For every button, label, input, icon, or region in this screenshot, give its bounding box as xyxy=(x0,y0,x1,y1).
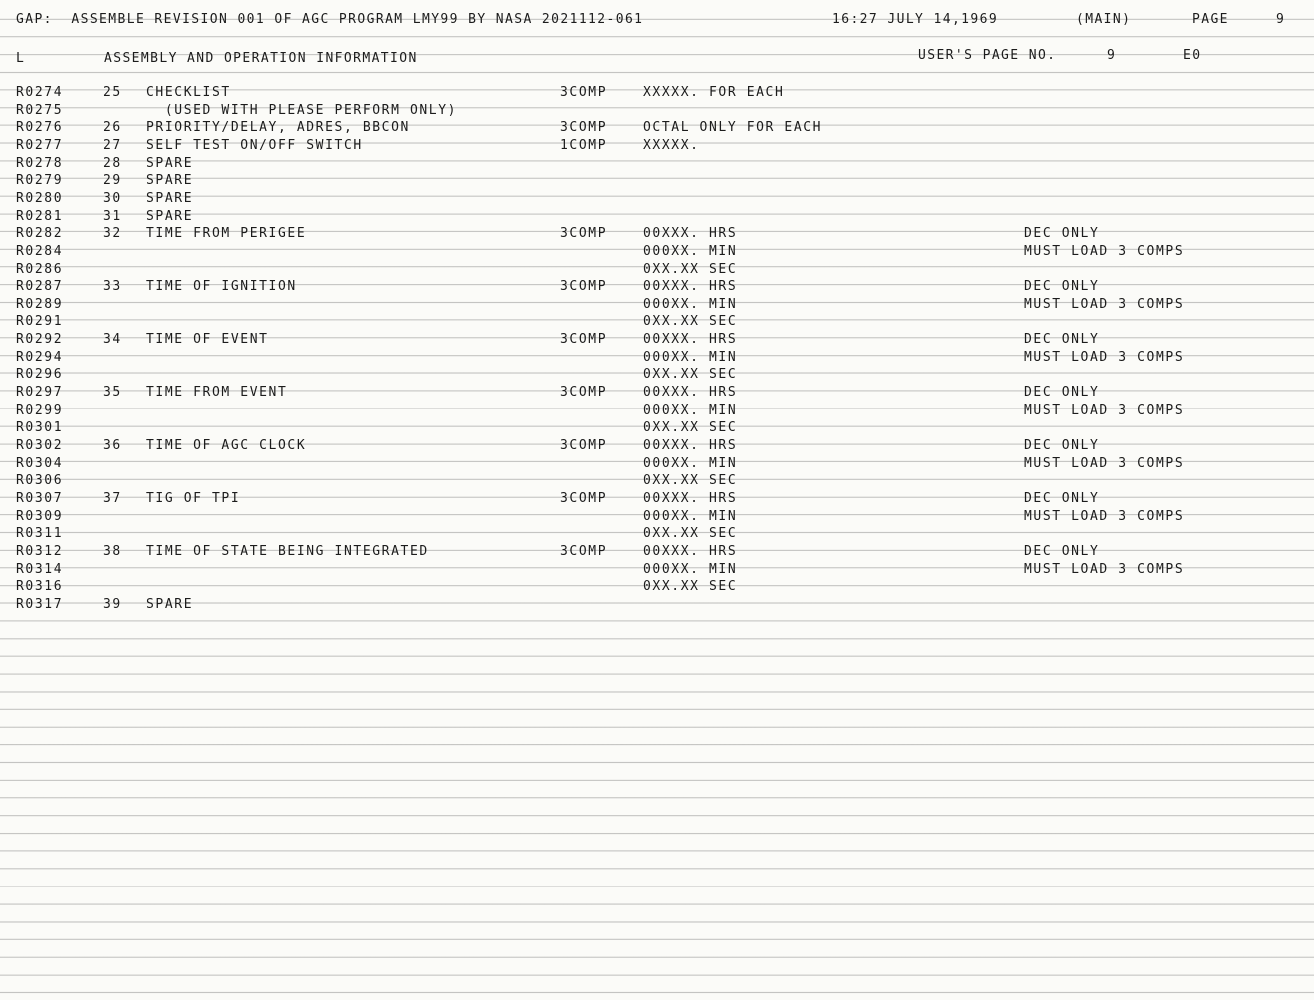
left-marker: L xyxy=(16,51,26,66)
record-number: R0275 xyxy=(16,102,64,118)
record-number: R0299 xyxy=(16,402,64,418)
component-count: 3COMP xyxy=(560,490,608,506)
record-number: R0304 xyxy=(16,455,64,471)
component-count: 3COMP xyxy=(560,120,608,136)
noun-description: SPARE xyxy=(146,208,194,224)
data-format: OCTAL ONLY FOR EACH xyxy=(643,120,823,136)
noun-number: 39 xyxy=(103,596,122,612)
component-count: 3COMP xyxy=(560,226,608,242)
data-format: 00XXX. HRS xyxy=(643,438,738,453)
record-number: R0301 xyxy=(16,420,64,436)
component-count: 1COMP xyxy=(560,137,608,153)
load-note: MUST LOAD 3 COMPS xyxy=(1024,561,1185,577)
data-format: 000XX. MIN xyxy=(643,243,738,259)
load-note: DEC ONLY xyxy=(1024,226,1100,242)
noun-number: 31 xyxy=(103,208,122,224)
section-label: (MAIN) xyxy=(1076,12,1132,27)
page-label: PAGE xyxy=(1192,12,1229,27)
record-number: R0289 xyxy=(16,296,64,312)
users-page-label: USER'S PAGE NO. xyxy=(918,48,1057,63)
noun-number: 36 xyxy=(103,438,122,453)
data-format: 000XX. MIN xyxy=(643,508,738,524)
noun-description: CHECKLIST xyxy=(146,85,231,100)
record-number: R0278 xyxy=(16,155,64,171)
load-note: DEC ONLY xyxy=(1024,279,1100,295)
noun-description: TIME FROM PERIGEE xyxy=(146,226,307,242)
data-format: 000XX. MIN xyxy=(643,561,738,577)
noun-number: 28 xyxy=(103,155,122,171)
load-note: MUST LOAD 3 COMPS xyxy=(1024,402,1185,418)
noun-description: (USED WITH PLEASE PERFORM ONLY) xyxy=(146,102,458,118)
noun-number: 37 xyxy=(103,490,122,506)
noun-number: 34 xyxy=(103,332,122,348)
data-format: 0XX.XX SEC xyxy=(643,261,738,277)
noun-description: TIG OF TPI xyxy=(146,490,241,506)
load-note: DEC ONLY xyxy=(1024,490,1100,506)
data-format: 000XX. MIN xyxy=(643,349,738,365)
data-format: 000XX. MIN xyxy=(643,296,738,312)
record-number: R0286 xyxy=(16,261,64,277)
record-number: R0274 xyxy=(16,85,64,100)
page-number: 9 xyxy=(1276,12,1286,27)
noun-description: SPARE xyxy=(146,596,194,612)
record-number: R0307 xyxy=(16,490,64,506)
record-number: R0280 xyxy=(16,190,64,206)
noun-description: TIME FROM EVENT xyxy=(146,385,288,400)
data-format: 0XX.XX SEC xyxy=(643,473,738,489)
record-number: R0281 xyxy=(16,208,64,224)
data-format: 00XXX. HRS xyxy=(643,490,738,506)
section-code: E0 xyxy=(1183,48,1202,63)
record-number: R0316 xyxy=(16,579,64,595)
noun-description: SPARE xyxy=(146,173,194,189)
data-format: 000XX. MIN xyxy=(643,455,738,471)
record-number: R0311 xyxy=(16,526,64,542)
record-number: R0282 xyxy=(16,226,64,242)
program-header: GAP: ASSEMBLE REVISION 001 OF AGC PROGRAM LMY99 BY NASA 2021112-061 xyxy=(16,12,644,27)
noun-description: TIME OF EVENT xyxy=(146,332,269,348)
noun-number: 30 xyxy=(103,190,122,206)
noun-number: 29 xyxy=(103,173,122,189)
noun-description: PRIORITY/DELAY, ADRES, BBCON xyxy=(146,120,410,136)
record-number: R0314 xyxy=(16,561,64,577)
users-page-number: 9 xyxy=(1107,48,1117,63)
noun-description: SELF TEST ON/OFF SWITCH xyxy=(146,137,363,153)
record-number: R0302 xyxy=(16,438,64,453)
noun-number: 35 xyxy=(103,385,122,400)
data-format: 00XXX. HRS xyxy=(643,332,738,348)
data-format: XXXXX. FOR EACH xyxy=(643,85,785,100)
record-number: R0294 xyxy=(16,349,64,365)
record-number: R0312 xyxy=(16,543,64,559)
page-title: ASSEMBLY AND OPERATION INFORMATION xyxy=(104,51,418,66)
load-note: DEC ONLY xyxy=(1024,543,1100,559)
noun-number: 38 xyxy=(103,543,122,559)
record-number: R0317 xyxy=(16,596,64,612)
data-format: 0XX.XX SEC xyxy=(643,526,738,542)
component-count: 3COMP xyxy=(560,332,608,348)
record-number: R0279 xyxy=(16,173,64,189)
record-number: R0292 xyxy=(16,332,64,348)
noun-number: 26 xyxy=(103,120,122,136)
noun-description: TIME OF IGNITION xyxy=(146,279,297,295)
component-count: 3COMP xyxy=(560,385,608,400)
record-number: R0277 xyxy=(16,137,64,153)
load-note: MUST LOAD 3 COMPS xyxy=(1024,243,1185,259)
noun-description: TIME OF STATE BEING INTEGRATED xyxy=(146,543,429,559)
record-number: R0309 xyxy=(16,508,64,524)
record-number: R0287 xyxy=(16,279,64,295)
load-note: DEC ONLY xyxy=(1024,385,1100,400)
noun-number: 25 xyxy=(103,85,122,100)
load-note: MUST LOAD 3 COMPS xyxy=(1024,508,1185,524)
component-count: 3COMP xyxy=(560,85,608,100)
noun-description: SPARE xyxy=(146,190,194,206)
load-note: DEC ONLY xyxy=(1024,332,1100,348)
component-count: 3COMP xyxy=(560,438,608,453)
component-count: 3COMP xyxy=(560,543,608,559)
load-note: MUST LOAD 3 COMPS xyxy=(1024,296,1185,312)
data-format: 0XX.XX SEC xyxy=(643,367,738,383)
data-format: 0XX.XX SEC xyxy=(643,314,738,330)
record-number: R0291 xyxy=(16,314,64,330)
record-number: R0297 xyxy=(16,385,64,400)
noun-description: SPARE xyxy=(146,155,194,171)
data-format: 0XX.XX SEC xyxy=(643,579,738,595)
record-number: R0284 xyxy=(16,243,64,259)
assembly-timestamp: 16:27 JULY 14,1969 xyxy=(832,12,999,27)
load-note: MUST LOAD 3 COMPS xyxy=(1024,349,1185,365)
load-note: MUST LOAD 3 COMPS xyxy=(1024,455,1185,471)
noun-number: 32 xyxy=(103,226,122,242)
record-number: R0306 xyxy=(16,473,64,489)
component-count: 3COMP xyxy=(560,279,608,295)
data-format: 000XX. MIN xyxy=(643,402,738,418)
load-note: DEC ONLY xyxy=(1024,438,1100,453)
data-format: 0XX.XX SEC xyxy=(643,420,738,436)
data-format: 00XXX. HRS xyxy=(643,279,738,295)
data-format: 00XXX. HRS xyxy=(643,543,738,559)
data-format: 00XXX. HRS xyxy=(643,385,738,400)
noun-number: 27 xyxy=(103,137,122,153)
record-number: R0276 xyxy=(16,120,64,136)
noun-description: TIME OF AGC CLOCK xyxy=(146,438,307,453)
data-format: 00XXX. HRS xyxy=(643,226,738,242)
data-format: XXXXX. xyxy=(643,137,700,153)
record-number: R0296 xyxy=(16,367,64,383)
noun-number: 33 xyxy=(103,279,122,295)
